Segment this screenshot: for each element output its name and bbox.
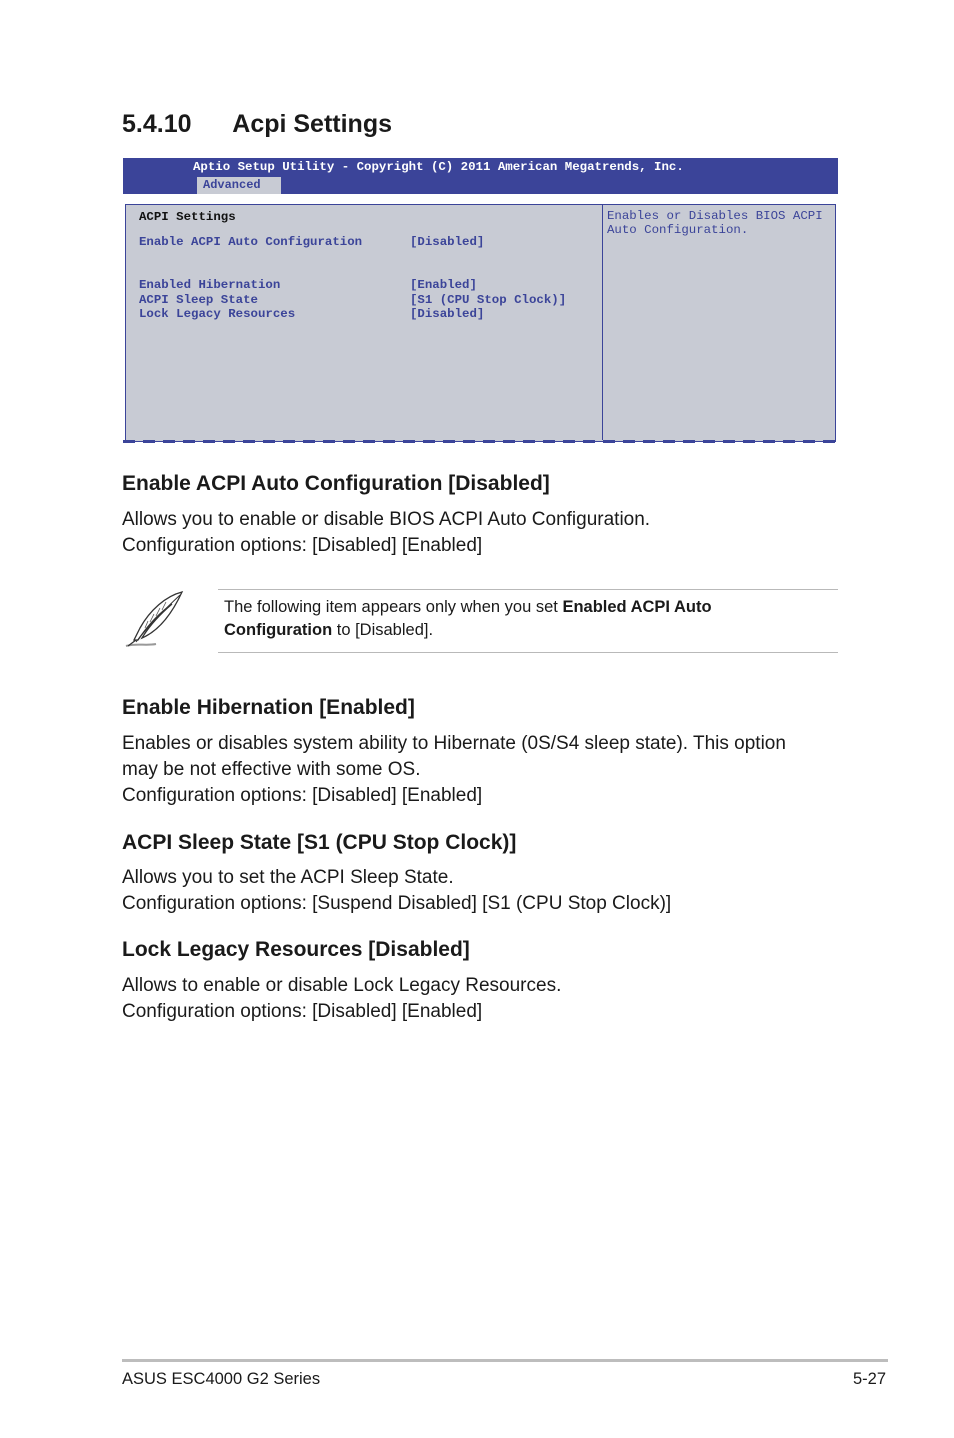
bios-help-line-1: Enables or Disables BIOS ACPI [607,209,823,223]
note-top-rule [218,589,838,590]
bios-dashed-border [123,440,838,443]
section-number: 5.4.10 [122,110,192,138]
paragraph-sleep-state [122,865,822,917]
footer-page-number: 5-27 [853,1370,887,1388]
bios-item-label-sleep-state[interactable]: ACPI Sleep State [139,293,258,307]
paragraph-hibernation [122,731,822,809]
text-line: Enables or disables system ability to Hibernate (0S/S4 sleep state). This option may be not effective with some OS. [122,733,786,780]
text-line: Configuration options: [Suspend Disabled] [S1 (CPU Stop Clock)] [122,893,672,914]
heading-sleep-state: ACPI Sleep State [S1 (CPU Stop Clock)] [122,831,517,854]
bios-screen [123,158,838,444]
bios-help-line-2: Auto Configuration. [607,223,749,237]
bios-item-label-lock-legacy[interactable]: Lock Legacy Resources [139,307,296,321]
text-line: Configuration options: [Disabled] [Enabled] [122,785,483,806]
bios-item-value-sleep-state[interactable]: [S1 (CPU Stop Clock)] [410,293,567,307]
text-line: Allows you to set the ACPI Sleep State. [122,867,454,888]
bios-panel-heading: ACPI Settings [139,210,236,224]
bios-item-label-acpi-auto-config[interactable]: Enable ACPI Auto Configuration [139,235,363,249]
bios-item-value-hibernation[interactable]: [Enabled] [410,278,477,292]
paragraph-acpi-auto-config [122,507,822,559]
bios-panel-divider [602,204,603,440]
paragraph-lock-legacy [122,973,822,1025]
section-title [122,110,392,139]
bios-tab-advanced[interactable]: Advanced [197,177,281,194]
note-text-after: to [Disabled]. [332,621,434,639]
note-bottom-rule [218,652,838,653]
feather-pen-icon [122,588,188,652]
note-text [224,596,824,642]
heading-hibernation: Enable Hibernation [Enabled] [122,696,415,719]
text-line: Configuration options: [Disabled] [Enabled] [122,1001,483,1022]
footer-product-name: ASUS ESC4000 G2 Series [122,1370,321,1388]
bios-item-label-hibernation[interactable]: Enabled Hibernation [139,278,281,292]
note-text-before: The following item appears only when you set [224,598,563,616]
heading-lock-legacy: Lock Legacy Resources [Disabled] [122,938,470,961]
note-text-bold: Enabled ACPI Auto Configuration [224,598,712,639]
footer-rule [122,1359,888,1362]
heading-acpi-auto-config: Enable ACPI Auto Configuration [Disabled] [122,472,550,495]
bios-item-value-acpi-auto-config[interactable]: [Disabled] [410,235,485,249]
bios-item-value-lock-legacy[interactable]: [Disabled] [410,307,485,321]
text-line: Configuration options: [Disabled] [Enabled] [122,535,483,556]
bios-header-title: Aptio Setup Utility - Copyright (C) 2011 American Megatrends, Inc. [193,160,684,174]
text-line: Allows you to enable or disable BIOS ACPI Auto Configuration. [122,509,651,530]
section-title-text: Acpi Settings [232,110,393,138]
text-line: Allows to enable or disable Lock Legacy Resources. [122,975,562,996]
